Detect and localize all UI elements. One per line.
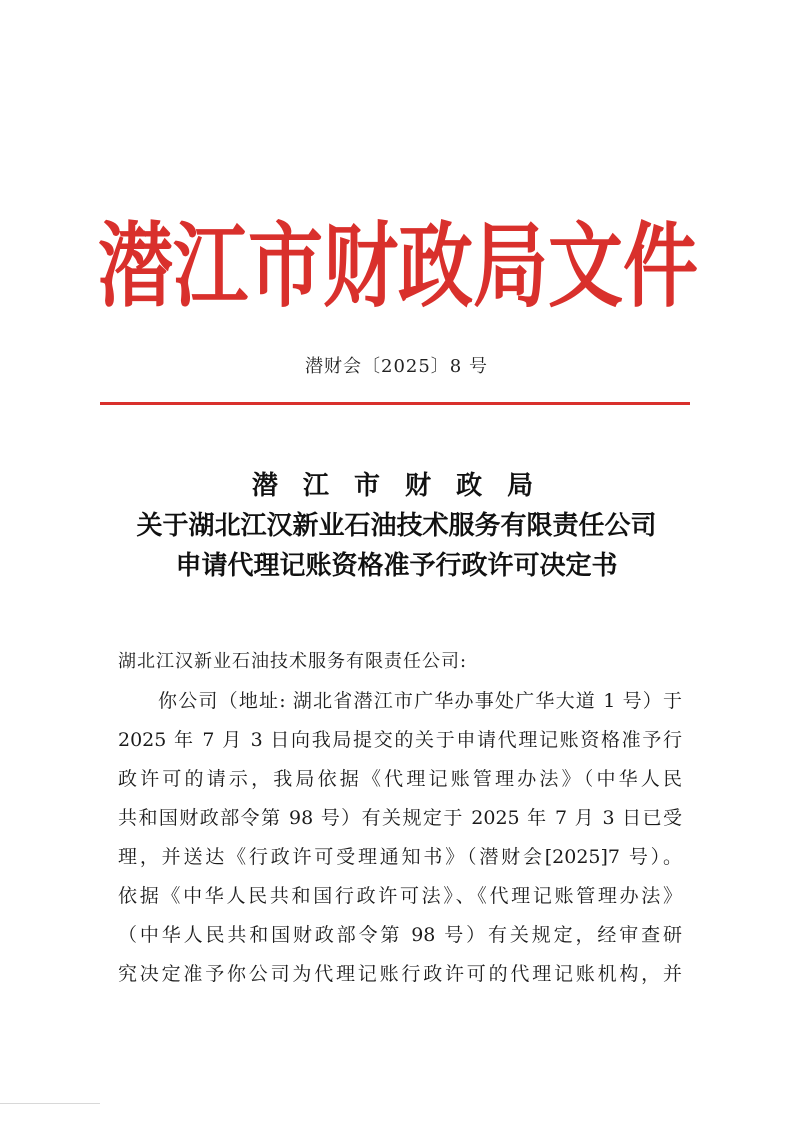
masthead-title-svg	[88, 200, 708, 320]
body-line: （中华人民共和国财政部令第 98 号）有关规定，经审查研	[118, 924, 682, 946]
masthead-title: 潜江市财政局文件	[98, 212, 698, 320]
body-line: 2025 年 7 月 3 日向我局提交的关于申请代理记账资格准予行	[118, 729, 682, 751]
red-divider	[100, 402, 690, 405]
title-line-decision: 申请代理记账资格准予行政许可决定书	[175, 551, 618, 581]
document-masthead	[88, 200, 708, 320]
body-text	[118, 682, 682, 994]
addressee: 湖北江汉新业石油技术服务有限责任公司:	[118, 651, 468, 672]
document-number: 潜财会〔2025〕8 号	[305, 356, 488, 377]
body-line: 共和国财政部令第 98 号）有关规定于 2025 年 7 月 3 日已受	[118, 807, 682, 829]
title-line-subject: 关于湖北江汉新业石油技术服务有限责任公司	[136, 511, 657, 541]
scan-edge-mark	[0, 1103, 100, 1104]
body-line: 你公司（地址: 湖北省潜江市广华办事处广华大道 1 号）于	[158, 690, 682, 712]
body-line: 理，并送达《行政许可受理通知书》（潜财会[2025]7 号）。	[118, 846, 682, 868]
body-line: 依据《中华人民共和国行政许可法》、《代理记账管理办法》	[118, 885, 682, 907]
document-title	[0, 466, 793, 586]
body-line: 究决定准予你公司为代理记账行政许可的代理记账机构，并	[118, 963, 682, 985]
body-line: 政许可的请示，我局依据《代理记账管理办法》（中华人民	[118, 768, 682, 790]
title-line-issuer: 潜 江 市 财 政 局	[251, 471, 542, 501]
